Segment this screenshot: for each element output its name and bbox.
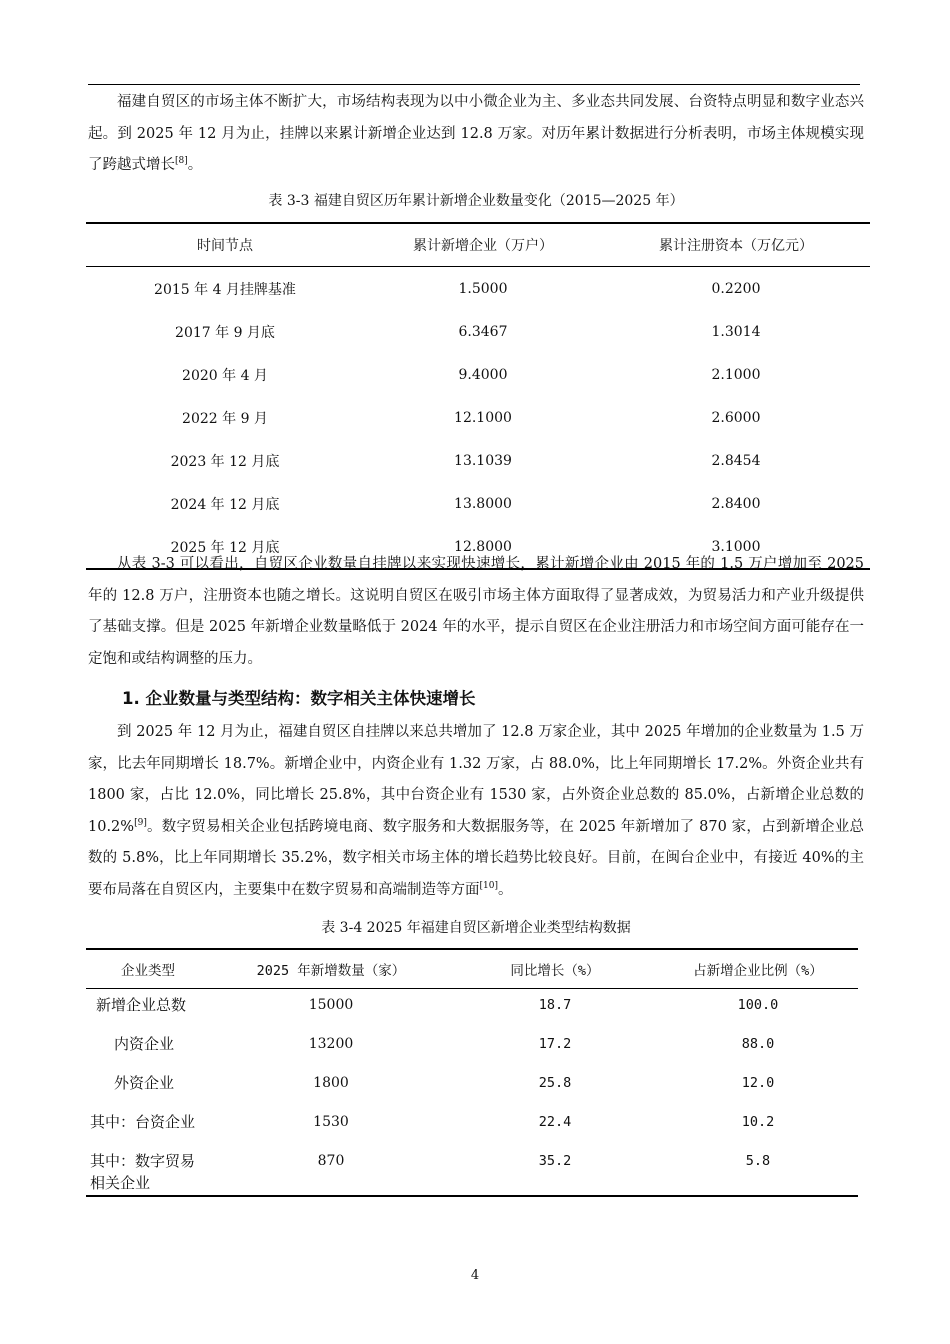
table-cell: 3.1000 xyxy=(711,538,761,555)
paragraph-analysis: 从表 3-3 可以看出，自贸区企业数量自挂牌以来实现快速增长，累计新增企业由 2015 年的 1.5 万户增加至 2025 年的 12.8 万户，注册资本也随之增长。这说明自贸区在吸引市场主体方面取得了显著成效，为贸易活力和产业升级提供了基础支撑。但是 2025 年新增企业数量略低于 2024 年的水平，提示自贸区在企业注册活力和市场空间方面可能存在一定饱和或结构调整的压力。 xyxy=(88,556,864,667)
table-cell: 100.0 xyxy=(737,997,779,1013)
table-cell: 13.1039 xyxy=(454,452,512,469)
paragraph-text: 。数字贸易相关企业包括跨境电商、数字服务和大数据服务等，在 2025 年新增加了 870 家，占到新增企业总数的 5.8%，比上年同期增长 35.2%，数字相关市场主体的增长趋势比较良好。目前，在闽台企业中，有接近 40%的主要布局落在自贸区内，主要集中在数字贸易和高端制造等方面 xyxy=(88,818,864,898)
table-cell: 22.4 xyxy=(538,1114,572,1130)
table-cell: 10.2 xyxy=(741,1114,775,1130)
table-row xyxy=(86,396,870,439)
table-cell: 13200 xyxy=(308,1036,354,1052)
table-cell: 2.8400 xyxy=(711,495,761,512)
table-cell: 2024 年 12 月底 xyxy=(170,496,280,513)
paragraph-enterprise-structure xyxy=(88,717,864,906)
paragraph-text: 到 2025 年 12 月为止，福建自贸区自挂牌以来总共增加了 12.8 万家企业，其中 2025 年增加的企业数量为 1.5 万家，比去年同期增长 18.7%。新增企业中，内资企业有 1.32 万家，占 88.0%，比上年同期增长 17.2%。外资企业共有 1800 家，占比 12.0%，同比增长 25.8%，其中台资企业有 1530 家，占外资企业总数的 85.0%，占新增企业总数的 10.2% xyxy=(88,724,864,835)
table-cell: 2023 年 12 月底 xyxy=(170,453,280,470)
table-cell: 2022 年 9 月 xyxy=(182,410,268,427)
citation-ref: [9] xyxy=(134,817,147,828)
table-cell: 35.2 xyxy=(538,1153,572,1169)
table-cell-type: 新增企业总数 xyxy=(96,996,187,1014)
column-header: 企业类型 xyxy=(86,949,210,989)
table-row xyxy=(86,267,870,311)
table-row xyxy=(86,1145,858,1196)
paragraph-intro xyxy=(88,87,864,182)
table-cell: 1530 xyxy=(313,1114,349,1130)
table-cell-type: 外资企业 xyxy=(114,1074,175,1092)
table-cell-type: 内资企业 xyxy=(114,1035,175,1053)
paragraph-end: 。 xyxy=(187,157,203,173)
table-row xyxy=(86,482,870,525)
table-cell: 6.3467 xyxy=(458,323,508,340)
table-header-row xyxy=(86,223,870,267)
column-header: 时间节点 xyxy=(86,223,364,267)
column-header: 累计注册资本（万亿元） xyxy=(602,223,870,267)
table-cell: 2025 年 12 月底 xyxy=(170,539,280,556)
table-cell: 15000 xyxy=(308,997,354,1013)
paragraph-text: 福建自贸区的市场主体不断扩大，市场结构表现为以中小微企业为主、多业态共同发展、台资特点明显和数字业态兴起。到 2025 年 12 月为止，挂牌以来累计新增企业达到 12.8 万家。对历年累计数据进行分析表明，市场主体规模实现了跨越式增长 xyxy=(88,94,864,173)
table-cell: 12.1000 xyxy=(454,409,512,426)
table-cell: 2017 年 9 月底 xyxy=(175,324,275,341)
table-cell: 17.2 xyxy=(538,1036,572,1052)
table-row xyxy=(86,310,870,353)
table-cell-type: 其中：台资企业 xyxy=(90,1113,196,1131)
table-cell: 88.0 xyxy=(741,1036,775,1052)
column-header: 占新增企业比例（%） xyxy=(658,949,858,989)
table-cell: 1.3014 xyxy=(711,323,761,340)
table-cell: 2.8454 xyxy=(711,452,761,469)
table-row xyxy=(86,1067,858,1106)
table-cell: 9.4000 xyxy=(458,366,508,383)
table-cell: 13.8000 xyxy=(454,495,512,512)
table-cumulative-enterprises xyxy=(86,222,870,570)
table-caption: 表 3-4 2025 年福建自贸区新增企业类型结构数据 xyxy=(321,920,631,936)
table-cell: 0.2200 xyxy=(711,280,761,297)
table-row xyxy=(86,1106,858,1145)
table-cell: 5.8 xyxy=(745,1153,771,1169)
header-rule xyxy=(88,84,860,85)
table-cell: 12.0 xyxy=(741,1075,775,1091)
table-cell: 2015 年 4 月挂牌基准 xyxy=(154,281,296,298)
table-cell: 2.6000 xyxy=(711,409,761,426)
table-cell: 2.1000 xyxy=(711,366,761,383)
table-cell: 2020 年 4 月 xyxy=(182,367,268,384)
citation-ref: [10] xyxy=(479,880,498,891)
page-number: 4 xyxy=(470,1268,480,1283)
table-cell-type: 其中：数字贸易相关企业 xyxy=(90,1152,196,1192)
table-row xyxy=(86,1028,858,1067)
table-enterprise-types xyxy=(86,948,858,1197)
table-row xyxy=(86,353,870,396)
citation-ref: [8] xyxy=(175,156,188,167)
column-header: 2025 年新增数量（家） xyxy=(210,949,452,989)
table-cell: 1800 xyxy=(313,1075,349,1091)
table-cell: 12.8000 xyxy=(454,538,512,555)
table-cell: 25.8 xyxy=(538,1075,572,1091)
table-cell: 1.5000 xyxy=(458,280,508,297)
table-caption: 表 3-3 福建自贸区历年累计新增企业数量变化（2015—2025 年） xyxy=(268,193,684,209)
table-row xyxy=(86,439,870,482)
table-header-row xyxy=(86,949,858,989)
paragraph-end: 。 xyxy=(497,881,513,898)
table-cell: 870 xyxy=(317,1153,345,1169)
column-header: 累计新增企业（万户） xyxy=(364,223,602,267)
table-cell: 18.7 xyxy=(538,997,572,1013)
column-header: 同比增长（%） xyxy=(452,949,658,989)
section-heading: 1. 企业数量与类型结构：数字相关主体快速增长 xyxy=(122,689,476,708)
table-row xyxy=(86,989,858,1029)
